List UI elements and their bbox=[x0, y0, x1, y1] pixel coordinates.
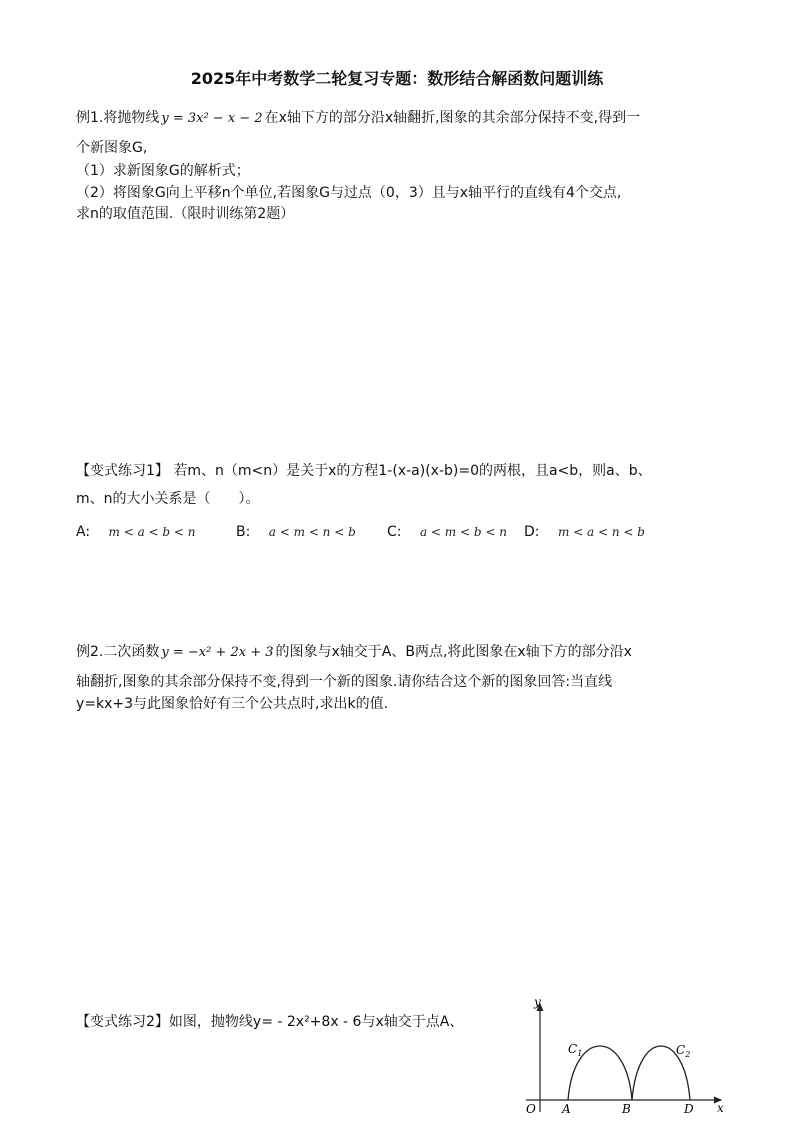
option-d bbox=[524, 522, 645, 542]
option-a-label: A: bbox=[76, 524, 91, 540]
option-b-label: B: bbox=[236, 524, 251, 540]
option-d-label: D: bbox=[524, 524, 540, 540]
curve-c1-label: $C_1$ bbox=[568, 1042, 583, 1058]
x-axis-label: x bbox=[717, 1101, 724, 1115]
point-d-label: D bbox=[684, 1102, 694, 1116]
curve-c2-label: $C_2$ bbox=[676, 1043, 691, 1059]
variant-1-line-2: m、n的大小关系是（ ）。 bbox=[76, 491, 260, 507]
example-2-line-1 bbox=[76, 642, 632, 663]
example-1-question-1: （1）求新图象G的解析式； bbox=[76, 163, 250, 179]
page-title: 2025年中考数学二轮复习专题：数形结合解函数问题训练 bbox=[190, 69, 604, 88]
option-c-label: C: bbox=[387, 524, 402, 540]
example-2-prefix: 例2.二次函数 bbox=[76, 644, 160, 660]
parabola-figure bbox=[516, 994, 736, 1119]
example-2-line-3: y=kx+3与此图象恰好有三个公共点时,求出k的值. bbox=[76, 696, 389, 712]
option-c-math: a < m < b < n bbox=[419, 525, 507, 539]
option-d-math: m < a < n < b bbox=[557, 525, 645, 539]
example-1-suffix: 在x轴下方的部分沿x轴翻折,图象的其余部分保持不变,得到一 bbox=[264, 110, 641, 126]
option-c bbox=[387, 522, 507, 542]
example-2-line-2: 轴翻折,图象的其余部分保持不变,得到一个新的图象.请你结合这个新的图象回答:当直线 bbox=[76, 674, 613, 690]
example-1-question-2: （2）将图象G向上平移n个单位,若图象G与过点（0，3）且与x轴平行的直线有4个交点, bbox=[76, 185, 622, 201]
option-a-math: m < a < b < n bbox=[108, 525, 196, 539]
option-a bbox=[76, 522, 196, 542]
option-b bbox=[236, 522, 356, 542]
variant-2-text: 【变式练习2】如图，抛物线y= - 2x²+8x - 6与x轴交于点A、 bbox=[76, 1014, 464, 1030]
option-b-math: a < m < n < b bbox=[268, 525, 356, 539]
variant-1-line-1: 【变式练习1】 若m、n（m<n）是关于x的方程1-(x-a)(x-b)=0的两根，且a<b，则a、b、 bbox=[76, 463, 652, 479]
y-axis-label: y bbox=[534, 995, 541, 1009]
origin-label: O bbox=[526, 1102, 536, 1116]
point-b-label: B bbox=[622, 1102, 631, 1116]
example-1-formula: y = 3x² − x − 2 bbox=[161, 111, 263, 126]
point-a-label: A bbox=[562, 1102, 571, 1116]
example-2-suffix: 的图象与x轴交于A、B两点,将此图象在x轴下方的部分沿x bbox=[275, 644, 632, 660]
example-1-line-1 bbox=[76, 108, 640, 129]
example-1-question-2-cont: 求n的取值范围.（限时训练第2题） bbox=[76, 206, 295, 222]
example-2-formula: y = −x² + 2x + 3 bbox=[161, 645, 274, 660]
example-1-prefix: 例1.将抛物线 bbox=[76, 110, 160, 126]
example-1-line-2: 个新图象G, bbox=[76, 140, 148, 156]
